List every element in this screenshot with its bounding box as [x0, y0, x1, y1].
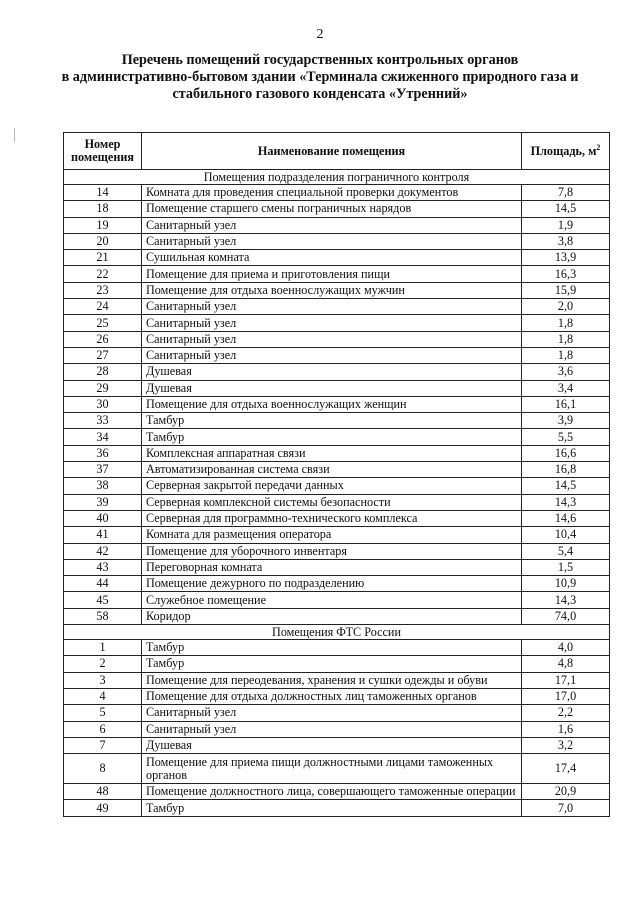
room-area-cell: 4,8: [522, 656, 610, 672]
room-number-cell: 58: [64, 608, 142, 624]
room-number-cell: 6: [64, 721, 142, 737]
room-name-cell: Серверная закрытой передачи данных: [142, 478, 522, 494]
room-name-cell: Серверная для программно-технического комплекса: [142, 510, 522, 526]
room-area-cell: 16,8: [522, 462, 610, 478]
room-name-cell: Помещение для отдыха должностных лиц таможенных органов: [142, 688, 522, 704]
room-name-cell: Коридор: [142, 608, 522, 624]
scan-artifact: [14, 128, 15, 142]
room-name-cell: Серверная комплексной системы безопасности: [142, 494, 522, 510]
room-area-cell: 13,9: [522, 250, 610, 266]
room-area-cell: 3,2: [522, 737, 610, 753]
table-row: [64, 185, 610, 201]
room-number-cell: 5: [64, 705, 142, 721]
table-row: [64, 592, 610, 608]
room-number-cell: 26: [64, 331, 142, 347]
room-area-cell: 10,9: [522, 576, 610, 592]
room-number-cell: 19: [64, 217, 142, 233]
room-area-cell: 16,1: [522, 396, 610, 412]
page-number: 2: [316, 27, 324, 42]
section-title: Помещения подразделения пограничного контроля: [64, 170, 610, 185]
room-number-cell: 49: [64, 800, 142, 816]
table-row: [64, 656, 610, 672]
room-number-cell: 4: [64, 688, 142, 704]
header-number: Номер помещения: [64, 133, 142, 170]
room-name-cell: Служебное помещение: [142, 592, 522, 608]
room-area-cell: 14,6: [522, 510, 610, 526]
table-row: [64, 784, 610, 800]
table-row: [64, 737, 610, 753]
table-row: [64, 672, 610, 688]
room-area-cell: 1,9: [522, 217, 610, 233]
table-row: [64, 364, 610, 380]
table-row: [64, 347, 610, 363]
table-row: [64, 396, 610, 412]
room-area-cell: 3,8: [522, 233, 610, 249]
section-title: Помещения ФТС России: [64, 625, 610, 640]
table-row: [64, 250, 610, 266]
table-row: [64, 754, 610, 784]
room-number-cell: 3: [64, 672, 142, 688]
table-row: [64, 640, 610, 656]
room-area-cell: 5,5: [522, 429, 610, 445]
room-number-cell: 48: [64, 784, 142, 800]
room-area-cell: 7,0: [522, 800, 610, 816]
room-name-cell: Санитарный узел: [142, 315, 522, 331]
room-area-cell: 74,0: [522, 608, 610, 624]
table-row: [64, 462, 610, 478]
room-name-cell: Помещение дежурного по подразделению: [142, 576, 522, 592]
room-number-cell: 25: [64, 315, 142, 331]
room-area-cell: 17,1: [522, 672, 610, 688]
room-name-cell: Санитарный узел: [142, 233, 522, 249]
room-number-cell: 7: [64, 737, 142, 753]
room-number-cell: 1: [64, 640, 142, 656]
room-area-cell: 5,4: [522, 543, 610, 559]
room-area-cell: 1,8: [522, 315, 610, 331]
room-area-cell: 14,5: [522, 478, 610, 494]
table-row: [64, 413, 610, 429]
room-area-cell: 15,9: [522, 282, 610, 298]
table-row: [64, 429, 610, 445]
table-row: [64, 299, 610, 315]
room-name-cell: Помещение для приема и приготовления пищи: [142, 266, 522, 282]
room-name-cell: Помещение для отдыха военнослужащих женщин: [142, 396, 522, 412]
section-header-row: [64, 625, 610, 640]
rooms-table-body: [64, 170, 610, 817]
table-row: [64, 721, 610, 737]
header-area-superscript: 2: [596, 142, 601, 152]
room-area-cell: 2,2: [522, 705, 610, 721]
room-name-cell: Помещение для переодевания, хранения и сушки одежды и обуви: [142, 672, 522, 688]
room-name-cell: Сушильная комната: [142, 250, 522, 266]
room-number-cell: 28: [64, 364, 142, 380]
room-area-cell: 16,3: [522, 266, 610, 282]
table-row: [64, 217, 610, 233]
table-row: [64, 233, 610, 249]
table-row: [64, 315, 610, 331]
room-name-cell: Санитарный узел: [142, 347, 522, 363]
room-number-cell: 38: [64, 478, 142, 494]
table-row: [64, 282, 610, 298]
table-row: [64, 266, 610, 282]
title-line: стабильного газового конденсата «Утренний»: [172, 86, 468, 102]
room-area-cell: 1,5: [522, 559, 610, 575]
room-area-cell: 16,6: [522, 445, 610, 461]
room-number-cell: 36: [64, 445, 142, 461]
room-name-cell: Санитарный узел: [142, 721, 522, 737]
room-area-cell: 14,5: [522, 201, 610, 217]
room-number-cell: 29: [64, 380, 142, 396]
room-name-cell: Санитарный узел: [142, 705, 522, 721]
room-area-cell: 3,9: [522, 413, 610, 429]
room-number-cell: 20: [64, 233, 142, 249]
room-name-cell: Санитарный узел: [142, 331, 522, 347]
table-row: [64, 201, 610, 217]
room-name-cell: Автоматизированная система связи: [142, 462, 522, 478]
table-row: [64, 510, 610, 526]
table-row: [64, 688, 610, 704]
header-name: Наименование помещения: [142, 133, 522, 170]
room-number-cell: 23: [64, 282, 142, 298]
rooms-table: [63, 132, 610, 817]
table-row: [64, 478, 610, 494]
room-area-cell: 2,0: [522, 299, 610, 315]
section-header-row: [64, 170, 610, 185]
room-number-cell: 2: [64, 656, 142, 672]
room-name-cell: Душевая: [142, 737, 522, 753]
room-area-cell: 17,4: [522, 754, 610, 784]
table-row: [64, 380, 610, 396]
table-header-row: [64, 133, 610, 170]
room-name-cell: Помещение для отдыха военнослужащих мужчин: [142, 282, 522, 298]
room-area-cell: 14,3: [522, 494, 610, 510]
room-area-cell: 3,6: [522, 364, 610, 380]
room-number-cell: 24: [64, 299, 142, 315]
room-number-cell: 44: [64, 576, 142, 592]
room-number-cell: 41: [64, 527, 142, 543]
room-name-cell: Тамбур: [142, 640, 522, 656]
room-number-cell: 8: [64, 754, 142, 784]
room-name-cell: Помещение для приема пищи должностными лицами таможенных органов: [142, 754, 522, 784]
room-name-cell: Помещение должностного лица, совершающего таможенные операции: [142, 784, 522, 800]
room-area-cell: 20,9: [522, 784, 610, 800]
room-number-cell: 42: [64, 543, 142, 559]
room-area-cell: 7,8: [522, 185, 610, 201]
room-name-cell: Душевая: [142, 380, 522, 396]
room-name-cell: Помещение для уборочного инвентаря: [142, 543, 522, 559]
room-area-cell: 1,8: [522, 347, 610, 363]
room-area-cell: 3,4: [522, 380, 610, 396]
table-row: [64, 527, 610, 543]
room-name-cell: Тамбур: [142, 429, 522, 445]
room-name-cell: Душевая: [142, 364, 522, 380]
room-name-cell: Тамбур: [142, 800, 522, 816]
room-number-cell: 33: [64, 413, 142, 429]
room-name-cell: Санитарный узел: [142, 299, 522, 315]
room-number-cell: 21: [64, 250, 142, 266]
table-row: [64, 543, 610, 559]
room-name-cell: Переговорная комната: [142, 559, 522, 575]
room-number-cell: 14: [64, 185, 142, 201]
room-area-cell: 4,0: [522, 640, 610, 656]
title-line: в административно-бытовом здании «Терминала сжиженного природного газа и: [61, 69, 579, 85]
room-number-cell: 45: [64, 592, 142, 608]
table-row: [64, 331, 610, 347]
header-area-label: Площадь, м: [530, 143, 597, 158]
room-name-cell: Комната для проведения специальной проверки документов: [142, 185, 522, 201]
room-name-cell: Помещение старшего смены пограничных нарядов: [142, 201, 522, 217]
table-row: [64, 559, 610, 575]
room-name-cell: Тамбур: [142, 413, 522, 429]
title-line: Перечень помещений государственных контрольных органов: [121, 52, 519, 68]
room-number-cell: 39: [64, 494, 142, 510]
room-area-cell: 14,3: [522, 592, 610, 608]
room-number-cell: 37: [64, 462, 142, 478]
room-area-cell: 1,8: [522, 331, 610, 347]
room-name-cell: Комплексная аппаратная связи: [142, 445, 522, 461]
room-number-cell: 18: [64, 201, 142, 217]
table-row: [64, 494, 610, 510]
room-area-cell: 10,4: [522, 527, 610, 543]
room-area-cell: 17,0: [522, 688, 610, 704]
room-name-cell: Санитарный узел: [142, 217, 522, 233]
table-row: [64, 445, 610, 461]
room-number-cell: 30: [64, 396, 142, 412]
room-number-cell: 40: [64, 510, 142, 526]
room-number-cell: 34: [64, 429, 142, 445]
room-name-cell: Тамбур: [142, 656, 522, 672]
room-area-cell: 1,6: [522, 721, 610, 737]
document-title: [40, 52, 600, 103]
table-row: [64, 800, 610, 816]
table-row: [64, 576, 610, 592]
table-row: [64, 705, 610, 721]
room-number-cell: 27: [64, 347, 142, 363]
room-number-cell: 43: [64, 559, 142, 575]
room-number-cell: 22: [64, 266, 142, 282]
room-name-cell: Комната для размещения оператора: [142, 527, 522, 543]
header-area: [522, 133, 610, 170]
table-row: [64, 608, 610, 624]
